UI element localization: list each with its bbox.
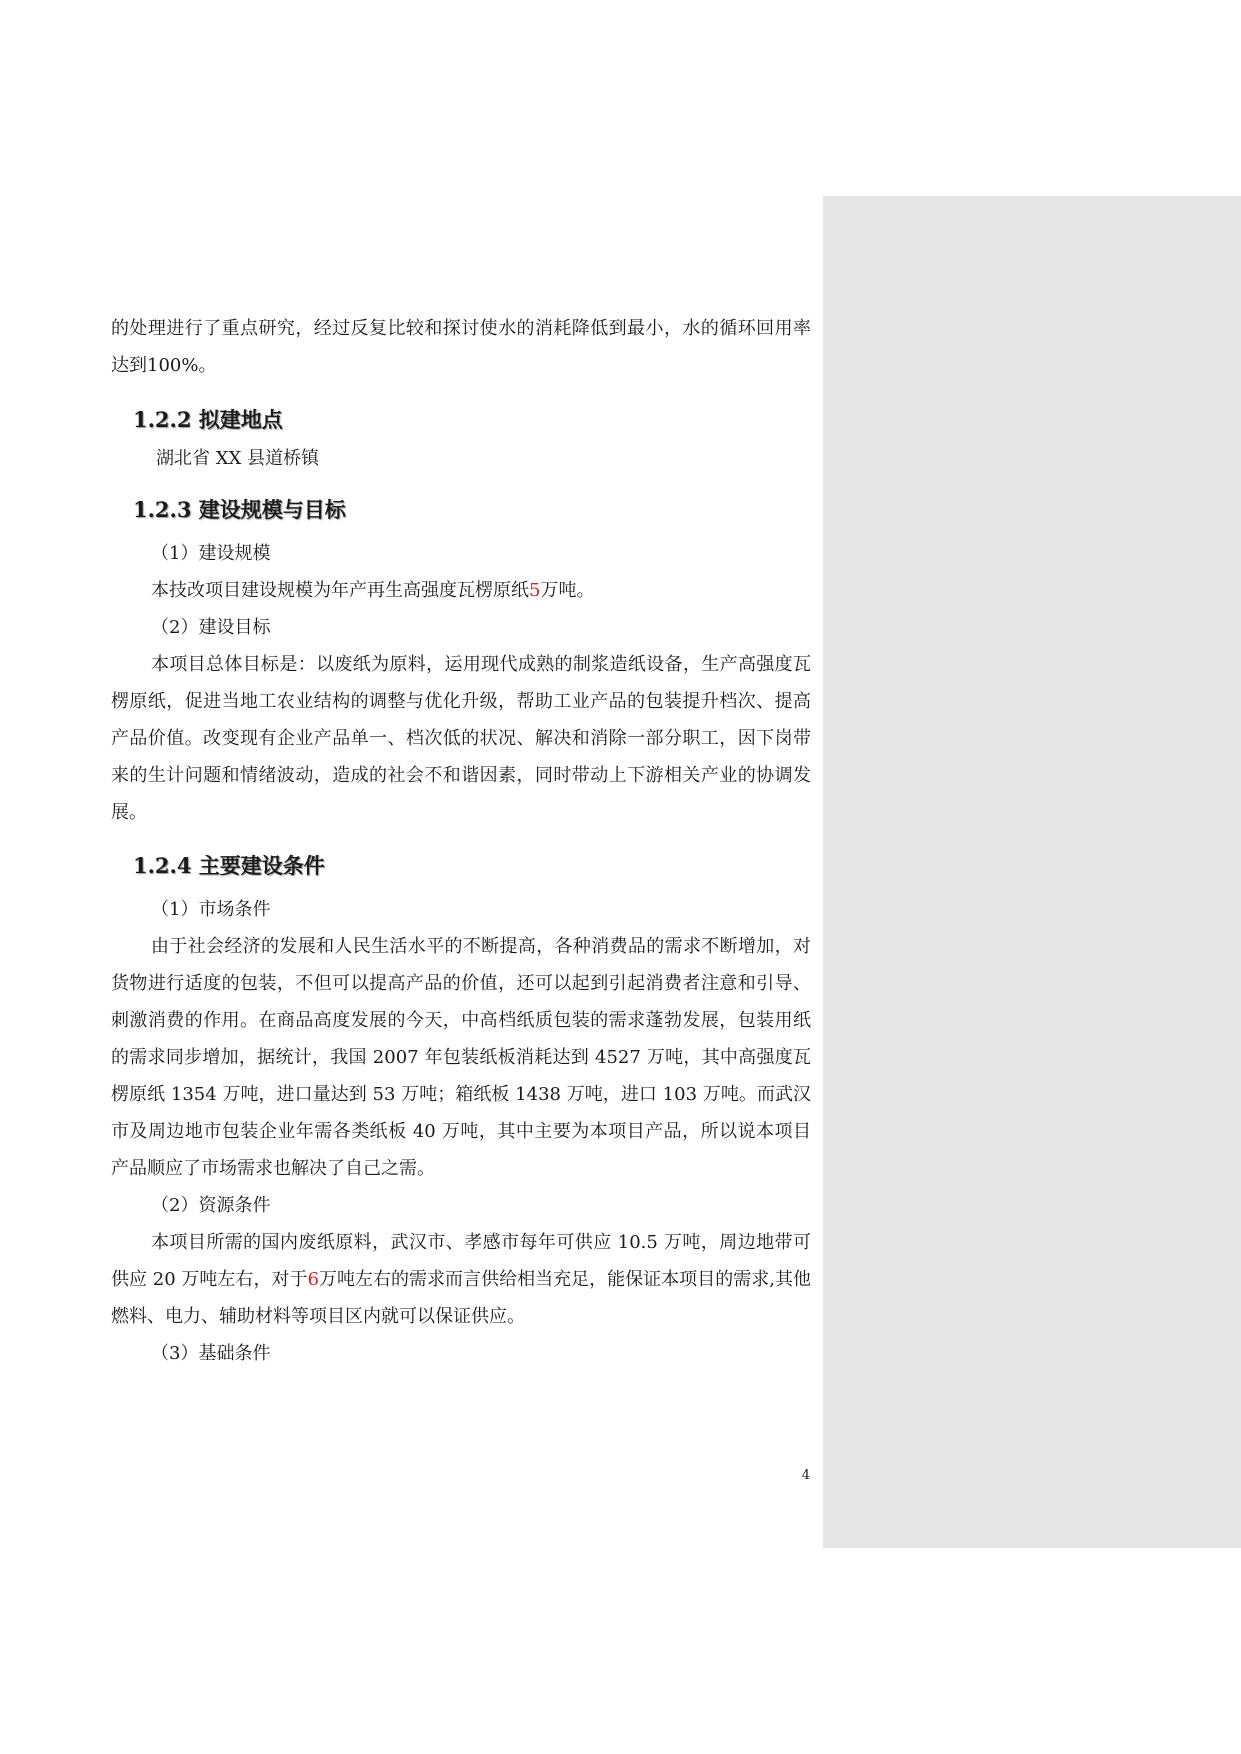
- scale-value: 5: [529, 580, 541, 601]
- scale-label: （1）建设规模: [151, 543, 271, 564]
- intro-paragraph: 的处理进行了重点研究，经过反复比较和探讨使水的消耗降低到最小，水的循环回用率达到100%。: [111, 318, 811, 376]
- resource-paragraph: [111, 1224, 811, 1335]
- resource-value: 6: [307, 1269, 319, 1290]
- scale-paragraph: [111, 572, 811, 609]
- section-heading-1-2-4: 1.2.4 主要建设条件: [133, 853, 325, 878]
- page-number: 4: [801, 1468, 810, 1483]
- document-body: [111, 310, 811, 1372]
- market-label: （1）市场条件: [151, 899, 271, 920]
- comment-pane: [823, 196, 1241, 1548]
- scale-text-after: 万吨。: [540, 580, 595, 601]
- market-paragraph: 由于社会经济的发展和人民生活水平的不断提高，各种消费品的需求不断增加，对货物进行适度的包装，不但可以提高产品的价值，还可以起到引起消费者注意和引导、刺激消费的作用。在商品高度发展的今天，中高档纸质包装的需求蓬勃发展，包装用纸的需求同步增加，据统计，我国 2007 年包装纸板消耗达到 4527 万吨，其中高强度瓦楞原纸 1354 万吨，进口量达到 53 万吨；箱纸板 1438 万吨，进口 103 万吨。而武汉市及周边地市包装企业年需各类纸板 40 万吨，其中主要为本项目产品，所以说本项目产品顺应了市场需求也解决了自己之需。: [111, 936, 811, 1179]
- resource-text-after: 万吨左右的需求而言供给相当充足，能保证本项目的需求,其他燃料、电力、辅助材料等项目区内就可以保证供应。: [111, 1269, 811, 1327]
- resource-label: （2）资源条件: [151, 1195, 271, 1216]
- location-text: 湖北省 XX 县道桥镇: [156, 448, 320, 469]
- section-heading-1-2-3: 1.2.3 建设规模与目标: [133, 497, 346, 522]
- scale-text-before: 本技改项目建设规模为年产再生高强度瓦楞原纸: [151, 580, 529, 601]
- goal-paragraph: 本项目总体目标是：以废纸为原料，运用现代成熟的制浆造纸设备，生产高强度瓦楞原纸，促进当地工农业结构的调整与优化升级，帮助工业产品的包装提升档次、提高产品价值。改变现有企业产品单一、档次低的状况、解决和消除一部分职工，因下岗带来的生计问题和情绪波动，造成的社会不和谐因素，同时带动上下游相关产业的协调发展。: [111, 654, 811, 823]
- basic-label: （3）基础条件: [151, 1343, 271, 1364]
- section-heading-1-2-2: 1.2.2 拟建地点: [133, 407, 283, 432]
- resource-text-before: 本项目所需的国内废纸原料，武汉市、孝感市每年可供应 10.5 万吨，周边地带可供应 20 万吨左右，对于: [111, 1232, 811, 1290]
- goal-label: （2）建设目标: [151, 617, 271, 638]
